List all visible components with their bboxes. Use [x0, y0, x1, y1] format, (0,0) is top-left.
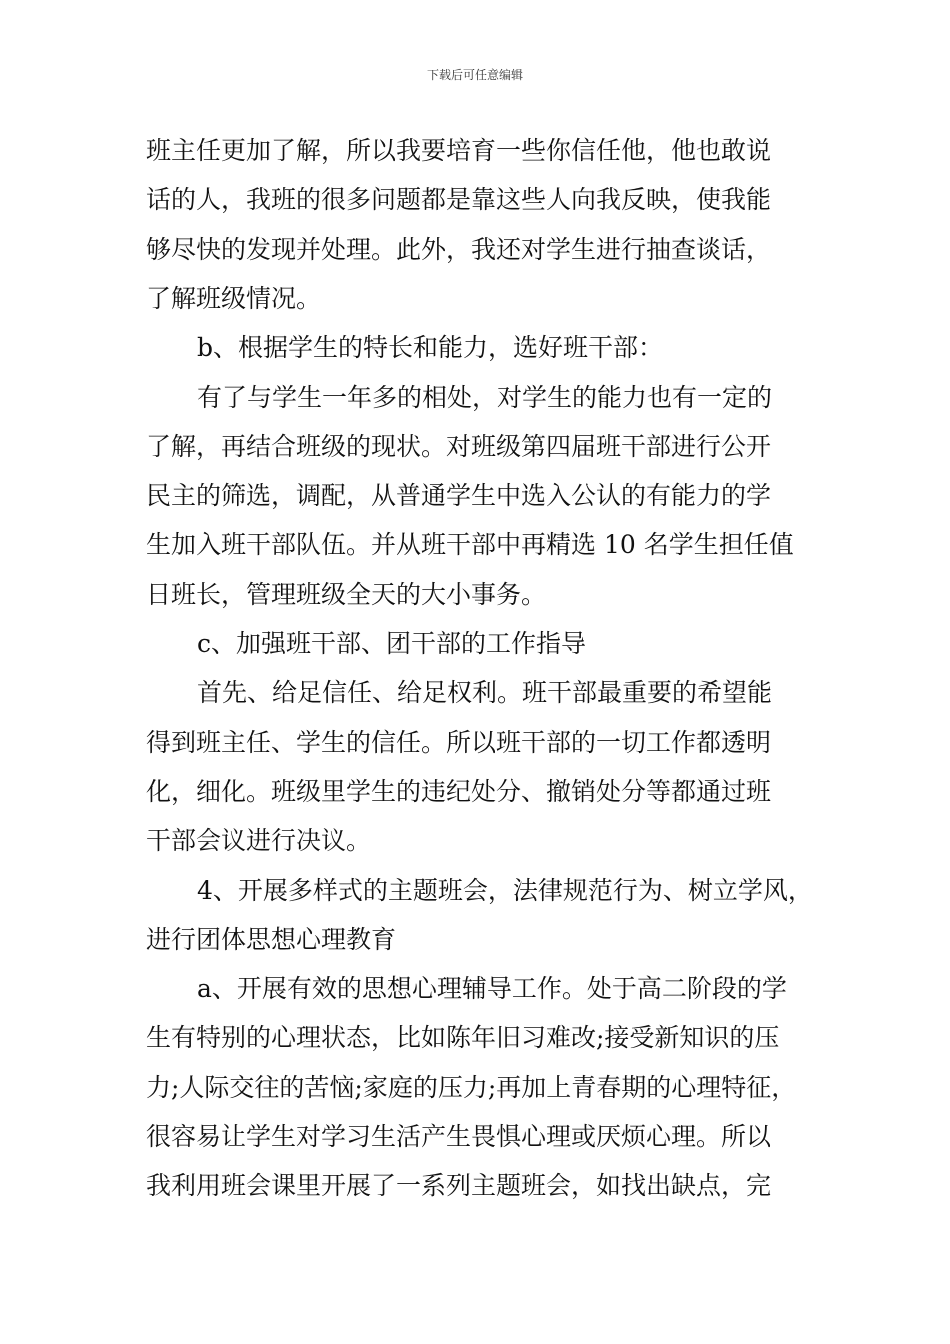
- text-line: 了解班级情况。: [146, 284, 322, 313]
- text-line: 生加入班干部队伍。并从班干部中再精选 10 名学生担任值: [146, 530, 794, 559]
- text-line: 力;人际交往的苦恼;家庭的压力;再加上青春期的心理特征，: [146, 1073, 797, 1102]
- text-line: 有了与学生一年多的相处，对学生的能力也有一定的: [197, 383, 773, 412]
- text-line: 干部会议进行决议。: [146, 826, 372, 855]
- text-line: b、根据学生的特长和能力，选好班干部：: [197, 333, 664, 362]
- text-line: 我利用班会课里开展了一系列主题班会，如找出缺点，完: [146, 1171, 772, 1200]
- text-line: a、开展有效的思想心理辅导工作。处于高二阶段的学: [197, 974, 787, 1003]
- page-header: 下载后可任意编辑: [426, 68, 523, 82]
- text-line: 民主的筛选，调配，从普通学生中选入公认的有能力的学: [146, 481, 772, 510]
- text-line: 4、开展多样式的主题班会，法律规范行为、树立学风，: [197, 876, 813, 905]
- text-line: 日班长，管理班级全天的大小事务。: [146, 580, 547, 609]
- text-line: 了解，再结合班级的现状。对班级第四届班干部进行公开: [146, 432, 772, 461]
- text-line: c、加强班干部、团干部的工作指导: [197, 629, 587, 658]
- text-line: 很容易让学生对学习生活产生畏惧心理或厌烦心理。所以: [146, 1122, 772, 1151]
- text-line: 班主任更加了解，所以我要培育一些你信任他，他也敢说: [146, 136, 772, 165]
- text-line: 够尽快的发现并处理。此外，我还对学生进行抽查谈话，: [146, 235, 772, 264]
- text-line: 得到班主任、学生的信任。所以班干部的一切工作都透明: [146, 728, 772, 757]
- text-line: 化，细化。班级里学生的违纪处分、撤销处分等都通过班: [146, 777, 772, 806]
- text-line: 生有特别的心理状态，比如陈年旧习难改;接受新知识的压: [146, 1023, 780, 1052]
- text-line: 进行团体思想心理教育: [146, 925, 397, 954]
- text-line: 话的人，我班的很多问题都是靠这些人向我反映，使我能: [146, 185, 772, 214]
- text-line: 首先、给足信任、给足权利。班干部最重要的希望能: [197, 678, 773, 707]
